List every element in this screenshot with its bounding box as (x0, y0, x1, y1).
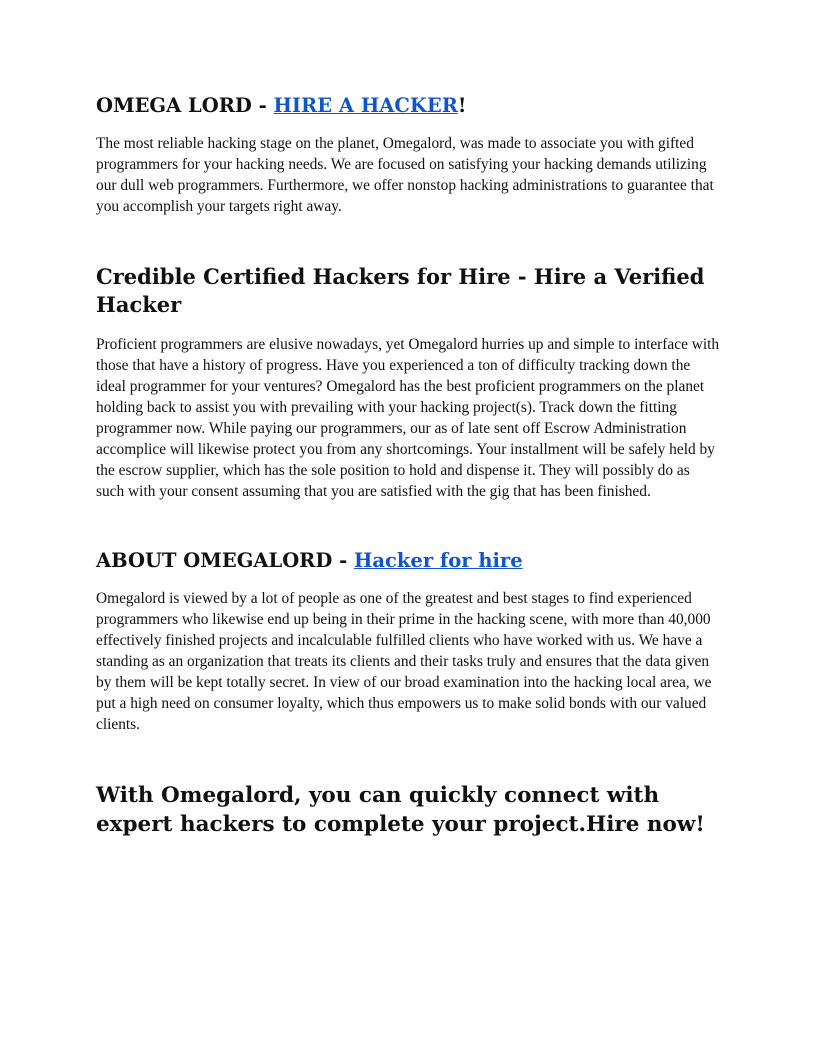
heading-suffix: ! (457, 94, 467, 117)
about-paragraph: Omegalord is viewed by a lot of people as one of the greatest and best stages to find experienced programmers who likewise end up being in their prime in the hacking scene, with more than 40,000 effectively finished projects and incalculable fulfilled clients who have worked with us. We have a standing as an organization that treats its clients and their tasks truly and ensures that the data given by them will be kept totally secret. In view of our broad examination into the hacking local area, we put a high need on consumer loyalty, which thus empowers us to make solid bonds with our valued clients. (96, 590, 712, 733)
certified-hackers-paragraph: Proficient programmers are elusive nowadays, yet Omegalord hurries up and simple to interface with those that have a history of progress. Have you experienced a ton of difficulty tracking down the ideal programmer for your ventures? Omegalord has the best proficient programmers on the planet holding back to assist you with prevailing with your hacking project(s). Track down the fitting programmer now. While paying our programmers, our as of late sent off Escrow Administration accomplice will likewise protect you from any shortcomings. Your installment will be safely held by the escrow supplier, which has the sole position to hold and dispense it. They will possibly do as such with your consent assuming that you are satisfied with the gig that has been finished. (96, 336, 720, 500)
heading-prefix: OMEGA LORD - (96, 94, 274, 117)
intro-paragraph: The most reliable hacking stage on the planet, Omegalord, was made to associate you with gifted programmers for your hacking needs. We are focused on satisfying your hacking demands utilizing our dull web programmers. Furthermore, we offer nonstop hacking administrations to guarantee that you accomplish your targets right away. (96, 135, 714, 215)
closing-heading: With Omegalord, you can quickly connect with expert hackers to complete your project.Hire now! (96, 783, 705, 837)
document-page (96, 92, 720, 839)
section-heading-about-omegalord (96, 547, 720, 575)
section-heading-omega-lord (96, 92, 720, 120)
hire-a-hacker-link[interactable]: HIRE A HACKER (273, 94, 458, 117)
section-heading-certified-hackers: Credible Certified Hackers for Hire - Hire a Verified Hacker (96, 264, 705, 317)
hacker-for-hire-link[interactable]: Hacker for hire (353, 549, 523, 572)
heading-prefix: ABOUT OMEGALORD - (96, 549, 354, 572)
